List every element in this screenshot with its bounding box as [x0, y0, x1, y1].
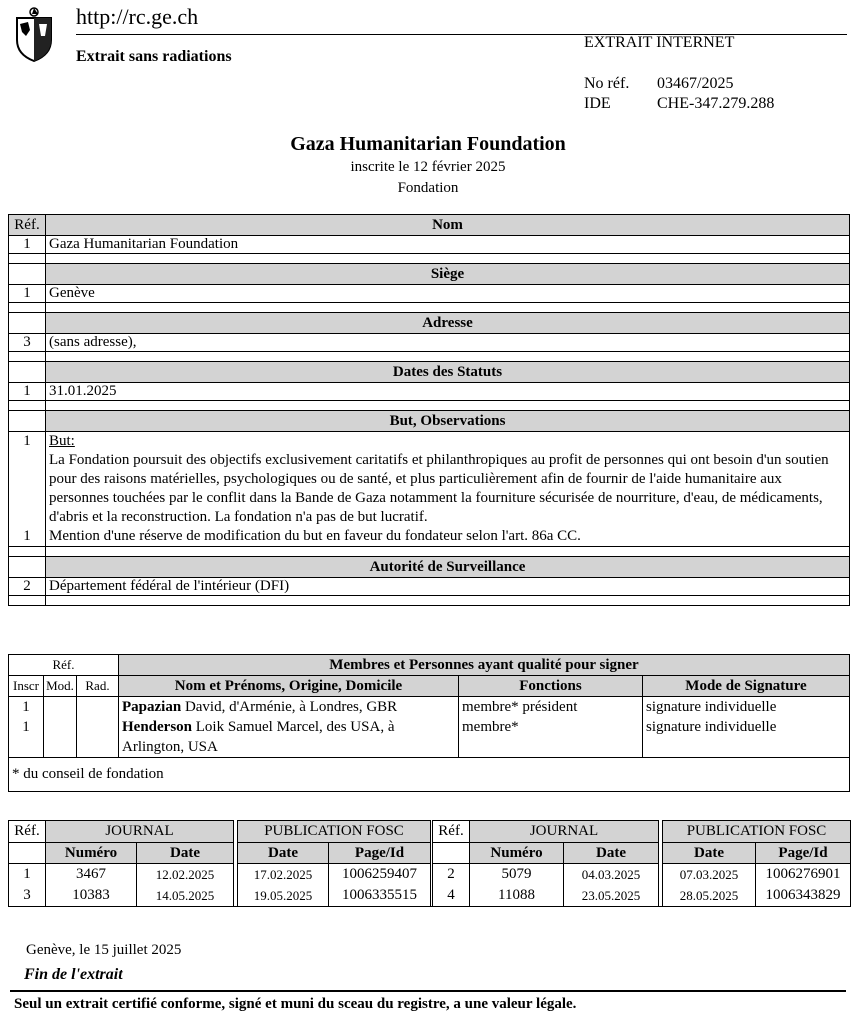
siege-header: Siège [46, 264, 850, 285]
member-surname: Henderson [122, 719, 193, 735]
member-details: David, d'Arménie, à Londres, GBR [181, 699, 398, 715]
members-name-cell [119, 697, 459, 758]
journal-table [8, 820, 851, 907]
members-footnote: * du conseil de fondation [9, 758, 850, 792]
journal-ref-header: Réf. [9, 821, 46, 843]
extract-label: EXTRAIT INTERNET [584, 34, 735, 51]
member-fonction: membre* président [462, 699, 578, 715]
member-fonction: membre* [462, 719, 519, 735]
legal-form: Fondation [397, 180, 459, 196]
adresse-header: Adresse [46, 313, 850, 334]
fosc-date-cell: 07.03.2025 28.05.2025 [663, 864, 756, 907]
nom-ref: 1 [9, 236, 46, 254]
extract-type: Extrait sans radiations [76, 48, 232, 65]
fosc-date-cell: 17.02.2025 19.05.2025 [238, 864, 329, 907]
but-title: But: [49, 433, 75, 449]
members-ref-header: Réf. [9, 655, 119, 676]
col-signature: Mode de Signature [643, 676, 850, 697]
numero-header: Numéro [470, 843, 564, 864]
register-table [8, 214, 850, 606]
but-ref-2: 1 [23, 528, 31, 544]
fosc-page-cell: 1006276901 1006343829 [756, 864, 851, 907]
adresse-ref: 3 [9, 334, 46, 352]
fosc-header: PUBLICATION FOSC [663, 821, 851, 843]
member-signature: signature individuelle [646, 699, 777, 715]
journal-ref-cell: 2 4 [433, 864, 470, 907]
fosc-date-header: Date [663, 843, 756, 864]
but-text: La Fondation poursuit des objectifs exclusivement caritatifs et philanthropiques au profit de personnes qui ont besoin d'un soutien pour des raisons matérielles, psychologiques ou de santé, et plus particulièrement afin de fournir de l'aide humanitaire aux personnes touchées par le conflit dans la Bande de Gaza notamment la fourniture sécurisée de nourriture, d'eau, de médicaments, d'abris et la reconstruction. La fondation n'a pas de but lucratif. [49, 452, 829, 525]
members-inscr-cell [9, 697, 44, 758]
members-rad-cell [77, 697, 119, 758]
journal-date-cell: 12.02.2025 14.05.2025 [137, 864, 234, 907]
member-signature: signature individuelle [646, 719, 777, 735]
col-rad: Rad. [77, 676, 119, 697]
statuts-ref: 1 [9, 383, 46, 401]
journal-date-cell: 04.03.2025 23.05.2025 [564, 864, 659, 907]
reference-number: No réf. 03467/2025 [584, 75, 734, 92]
member-row [122, 697, 458, 717]
member-details: Loik Samuel Marcel, des USA, à Arlington, USA [122, 719, 395, 755]
fosc-page-cell: 1006259407 1006335515 [329, 864, 431, 907]
siege-value: Genève [46, 285, 850, 303]
adresse-value: (sans adresse), [46, 334, 850, 352]
journal-ref-cell: 1 3 [9, 864, 46, 907]
footer-divider [10, 990, 846, 992]
registration-date: inscrite le 12 février 2025 [350, 159, 506, 175]
member-row [122, 717, 458, 757]
register-url[interactable]: http://rc.ge.ch [76, 4, 199, 29]
journal-ref-header: Réf. [433, 821, 470, 843]
col-inscr: Inscr [9, 676, 44, 697]
place-date: Genève, le 15 juillet 2025 [26, 942, 182, 958]
but-content [46, 432, 850, 547]
numero-header: Numéro [46, 843, 137, 864]
col-nom: Nom et Prénoms, Origine, Domicile [119, 676, 459, 697]
nom-value: Gaza Humanitarian Foundation [46, 236, 850, 254]
but-refs [9, 432, 46, 547]
company-name: Gaza Humanitarian Foundation [290, 133, 566, 155]
siege-ref: 1 [9, 285, 46, 303]
fosc-date-header: Date [238, 843, 329, 864]
page-id-header: Page/Id [329, 843, 431, 864]
but-header: But, Observations [46, 411, 850, 432]
autorite-header: Autorité de Surveillance [46, 557, 850, 578]
members-fonction-cell [459, 697, 643, 758]
member-inscr: 1 [22, 699, 30, 715]
page-id-header: Page/Id [756, 843, 851, 864]
statuts-value: 31.01.2025 [46, 383, 850, 401]
members-mod-cell [44, 697, 77, 758]
end-of-extract: Fin de l'extrait [24, 966, 123, 983]
date-header: Date [137, 843, 234, 864]
geneva-coat-of-arms-icon [14, 6, 54, 62]
journal-numero-cell: 5079 11088 [470, 864, 564, 907]
but-mention: Mention d'une réserve de modification du but en faveur du fondateur selon l'art. 86a CC. [49, 528, 581, 544]
journal-header: JOURNAL [470, 821, 659, 843]
date-header: Date [564, 843, 659, 864]
journal-header: JOURNAL [46, 821, 234, 843]
but-ref-1: 1 [23, 433, 31, 449]
autorite-ref: 2 [9, 578, 46, 596]
ref-column-header: Réf. [9, 215, 46, 236]
autorite-value: Département fédéral de l'intérieur (DFI) [46, 578, 850, 596]
col-fonctions: Fonctions [459, 676, 643, 697]
fosc-header: PUBLICATION FOSC [238, 821, 431, 843]
members-signature-cell [643, 697, 850, 758]
members-title: Membres et Personnes ayant qualité pour signer [119, 655, 850, 676]
ide-number: IDE CHE-347.279.288 [584, 95, 775, 112]
statuts-header: Dates des Statuts [46, 362, 850, 383]
journal-numero-cell: 3467 10383 [46, 864, 137, 907]
legal-notice: Seul un extrait certifié conforme, signé et muni du sceau du registre, a une valeur légale. [14, 996, 577, 1012]
members-table [8, 654, 850, 792]
member-surname: Papazian [122, 699, 182, 715]
member-inscr: 1 [22, 719, 30, 735]
col-mod: Mod. [44, 676, 77, 697]
nom-header: Nom [46, 215, 850, 236]
